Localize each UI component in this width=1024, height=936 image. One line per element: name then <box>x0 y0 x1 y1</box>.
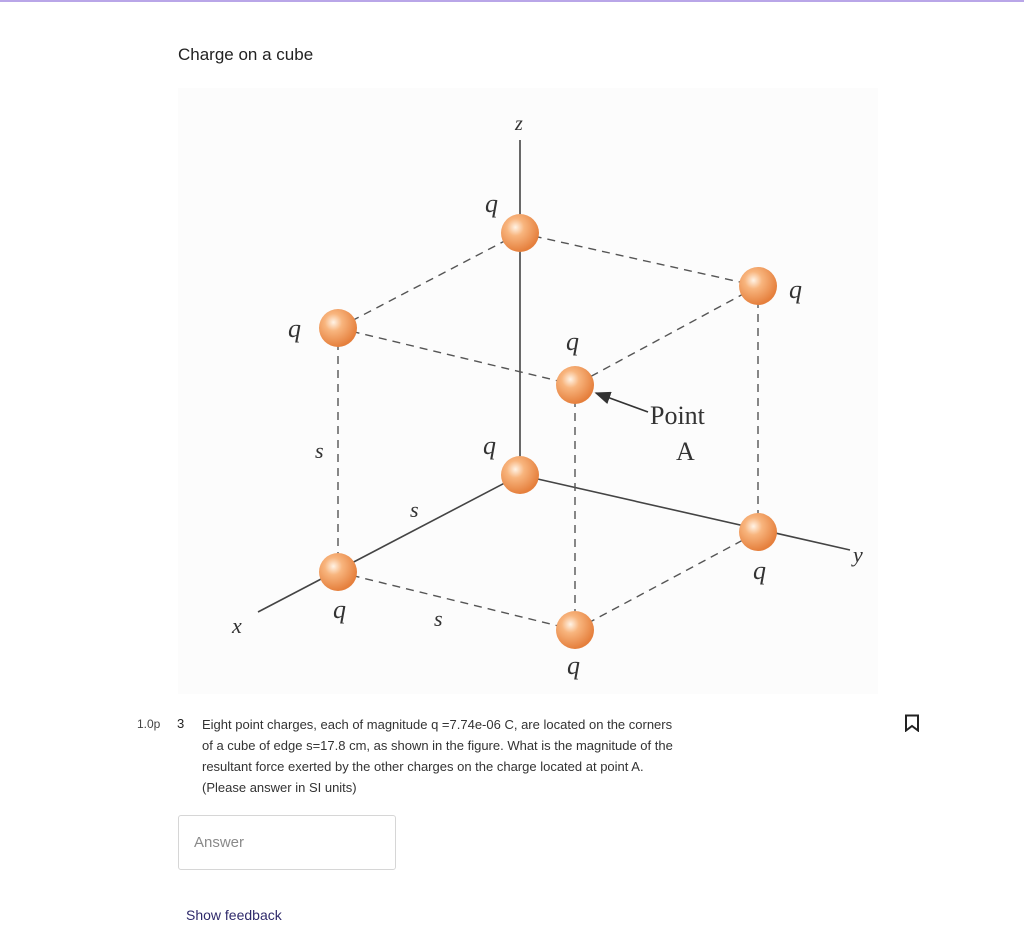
charge-sphere <box>739 513 777 551</box>
question-points: 1.0p <box>137 717 161 731</box>
bookmark-icon[interactable] <box>904 714 920 732</box>
charge-sphere <box>739 267 777 305</box>
x-axis-label: x <box>232 613 242 638</box>
charge-label: q <box>566 327 579 356</box>
charge-label: q <box>789 275 802 304</box>
charge-label: q <box>753 556 766 585</box>
show-feedback-link[interactable]: Show feedback <box>186 907 282 923</box>
y-axis-label: y <box>853 542 863 567</box>
top-border <box>0 0 1024 2</box>
cube-charge-figure <box>178 88 878 694</box>
point-a-arrow <box>596 393 648 412</box>
charge-sphere-point-a <box>556 366 594 404</box>
x-axis <box>258 475 520 612</box>
question-title: Charge on a cube <box>178 45 314 64</box>
cube-edges <box>338 233 758 630</box>
edge-label: s <box>315 438 324 463</box>
charge-label: q <box>485 189 498 218</box>
charge-sphere <box>501 214 539 252</box>
charge-sphere <box>556 611 594 649</box>
edge-label: s <box>434 606 443 631</box>
edge-label: s <box>410 497 419 522</box>
point-a-label-line2: A <box>676 437 695 466</box>
question-text: Eight point charges, each of magnitude q =7.74e-06 C, are located on the corners of a cube of edge s=17.8 cm, as shown in the figure. What is the magnitude of the resultant force exerted by the other charges on the charge located at point A. (Please answer in SI units) <box>202 717 673 795</box>
charge-sphere <box>319 309 357 347</box>
point-a-label-line1: Point <box>650 401 705 430</box>
charge-sphere <box>501 456 539 494</box>
z-axis-label: z <box>515 113 523 135</box>
answer-input[interactable] <box>178 815 396 870</box>
charge-label: q <box>288 314 301 343</box>
question-number: 3 <box>177 716 185 731</box>
charge-label: q <box>483 431 496 460</box>
charge-sphere <box>319 553 357 591</box>
charge-label: q <box>567 651 580 680</box>
charges <box>319 214 777 649</box>
cube-diagram <box>178 88 878 694</box>
y-axis <box>520 475 850 550</box>
charge-label: q <box>333 595 346 624</box>
